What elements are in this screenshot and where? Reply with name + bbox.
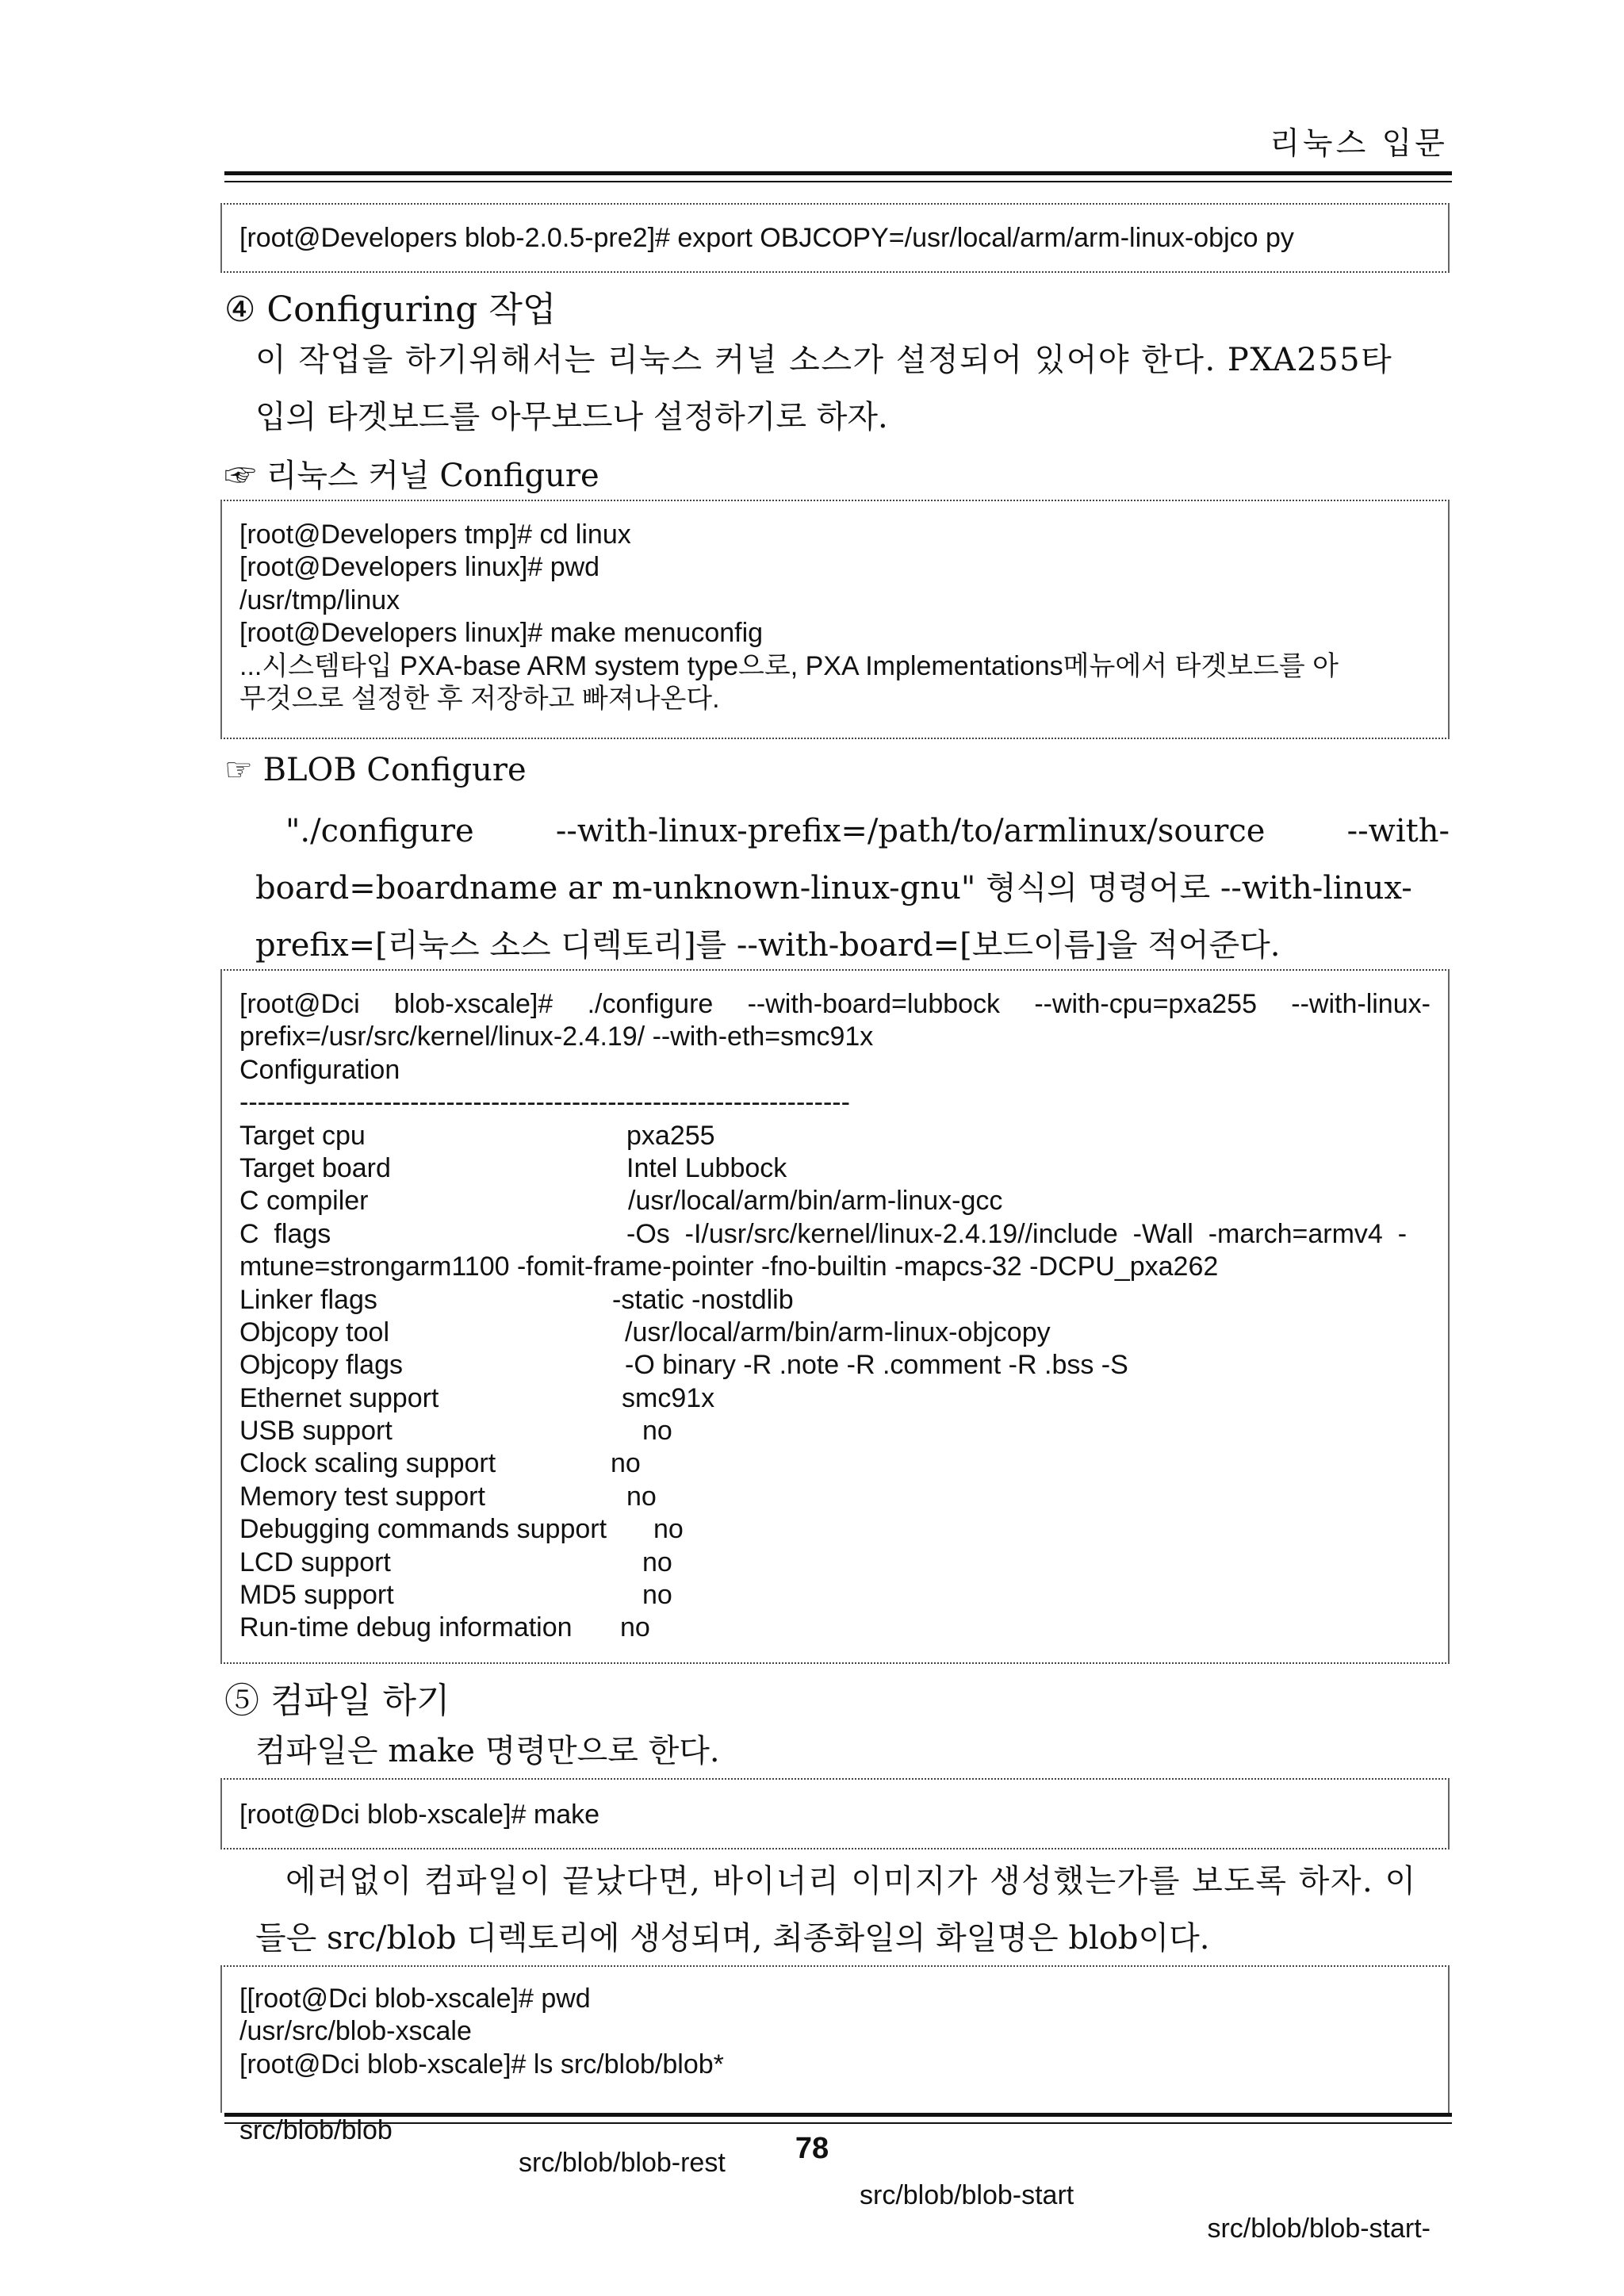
config-key: USB support [239,1416,393,1447]
code-line: 무것으로 설정한 후 저장하고 빠져나온다. [239,683,720,714]
paragraph-blob-2 [255,860,1412,917]
code-command-line [239,988,1431,1021]
paragraph-line: 입의 타겟보드를 아무보드나 설정하기로 하자. [255,399,888,435]
config-row [239,1513,1431,1546]
config-value: /usr/local/arm/bin/arm-linux-objcopy [625,1317,1051,1347]
paragraph-line: board=boardname ar m-unknown-linux-gnu" 형식의 명령어로 --with-linux- [255,870,1412,907]
config-value: -static -nostdlib [612,1284,794,1315]
file-name: src/blob/blob-rest [519,2147,726,2178]
config-value: -O binary -R .note -R .comment -R .bss -S [625,1350,1128,1381]
code-box-objcopy [220,203,1450,273]
code-line: [root@Developers linux]# make menuconfig [239,618,764,649]
config-row [239,1120,1431,1152]
code-line: /usr/tmp/linux [239,585,400,615]
config-key: Memory test support [239,1481,485,1512]
config-row [239,1612,1431,1644]
config-row [239,1218,1431,1251]
config-row [239,1579,1431,1612]
config-key: Objcopy tool [239,1317,389,1347]
config-value: no [611,1448,641,1479]
code-line: [root@Dci blob-xscale]# ls src/blob/blob* [239,2049,724,2079]
code-line: [root@Dci blob-xscale]# make [239,1800,600,1830]
config-row [239,1415,1431,1447]
subheading-blob-configure: ☞ BLOB Configure [224,752,527,788]
file-name: src/blob/blob-start- [1207,2213,1431,2244]
section-heading-compile: ⑤ 컴파일 하기 [224,1681,450,1721]
config-key: C compiler [239,1186,369,1217]
code-line: [[root@Dci blob-xscale]# pwd [239,1984,591,2014]
code-token: blob-xscale]# [393,989,553,1019]
code-separator: -------------------------------------------------------------------- [239,1087,850,1118]
config-value: no [642,1416,672,1447]
code-token: --with-cpu=pxa255 [1034,989,1257,1019]
file-name: src/blob/blob [239,2114,393,2145]
config-key: Debugging commands support [239,1514,607,1545]
page-number: 78 [795,2132,829,2165]
section-heading-configuring: ④ Configuring 작업 [224,289,557,330]
config-key: LCD support [239,1547,391,1577]
config-row [239,1382,1431,1415]
code-line: [root@Developers tmp]# cd linux [239,519,631,550]
code-box-kernel [220,500,1450,739]
paragraph-configuring-2 [255,389,888,446]
config-value: no [642,1547,672,1577]
header-rule [224,171,1452,182]
code-box-configure-output [220,969,1450,1664]
config-key: Ethernet support [239,1382,439,1413]
config-row [239,1152,1431,1185]
config-row [239,1317,1431,1349]
paragraph-after-make [285,1853,1450,1910]
config-key: C flags [239,1218,331,1249]
config-key: Objcopy flags [239,1350,403,1381]
paragraph-word: --with- [1346,813,1450,849]
config-row [239,1251,1431,1283]
code-token: ./configure [587,989,714,1019]
code-token: --with-board=lubbock [747,989,1001,1019]
code-box-make [220,1778,1450,1849]
config-key: mtune=strongarm1100 -fomit-frame-pointer -fno-builtin -mapcs-32 -DCPU_pxa262 [239,1251,1219,1282]
paragraph-line: 에러없이 컴파일이 끝났다면, 바이너리 이미지가 생성했는가를 보도록 하자. 이 [285,1863,1417,1899]
config-value: no [620,1612,650,1643]
config-row [239,1349,1431,1382]
config-value: smc91x [622,1382,715,1413]
code-line: [root@Developers blob-2.0.5-pre2]# export OBJCOPY=/usr/local/arm/arm-linux-objco py [239,223,1294,253]
config-row [239,1284,1431,1317]
config-key: Target cpu [239,1120,366,1151]
running-header-title: 리눅스 입문 [1270,126,1448,162]
subheading-kernel-configure: ☞ 리눅스 커널 Configure [224,458,599,494]
code-token: [root@Dci [239,989,360,1019]
file-name: src/blob/blob-start [860,2180,1074,2211]
config-row [239,1447,1431,1480]
paragraph-line: 컴파일은 make 명령만으로 한다. [255,1733,720,1769]
paragraph-compile [255,1723,720,1780]
config-key: Clock scaling support [239,1448,496,1479]
config-value: -Os -I/usr/src/kernel/linux-2.4.19//include -Wall -march=armv4 - [626,1218,1408,1249]
paragraph-configuring [255,332,1450,389]
code-line: [root@Developers linux]# pwd [239,552,600,583]
config-row [239,1185,1431,1217]
paragraph-word: "./configure [285,813,474,849]
paragraph-line: 들은 src/blob 디렉토리에 생성되며, 최종화일의 화일명은 blob이다. [255,1920,1210,1957]
code-token: --with-linux- [1291,989,1431,1019]
config-value: /usr/local/arm/bin/arm-linux-gcc [628,1186,1003,1217]
config-key: Target board [239,1152,391,1183]
config-value: no [626,1481,657,1512]
code-line: Configuration [239,1054,400,1085]
footer-rule [224,2113,1452,2124]
code-line: /usr/src/blob-xscale [239,2016,472,2047]
config-row [239,1481,1431,1513]
config-value: Intel Lubbock [626,1152,787,1183]
code-line: ...시스템타입 PXA-base ARM system type으로, PXA Implementations메뉴에서 타겟보드를 아 [239,650,1339,681]
paragraph-blob-1 [285,803,1450,860]
paragraph-after-make-2 [255,1910,1210,1967]
config-key: MD5 support [239,1580,394,1611]
config-row [239,1547,1431,1579]
config-key: Run-time debug information [239,1612,573,1643]
paragraph-line: prefix=[리눅스 소스 디렉토리]를 --with-board=[보드이름]을 적어준다. [255,927,1281,964]
config-value: no [653,1514,684,1545]
config-value: no [642,1580,672,1611]
paragraph-blob-3 [255,917,1281,974]
code-line: prefix=/usr/src/kernel/linux-2.4.19/ --with-eth=smc91x [239,1022,874,1052]
paragraph-word: --with-linux-prefix=/path/to/armlinux/source [555,813,1266,849]
paragraph-line: 이 작업을 하기위해서는 리눅스 커널 소스가 설정되어 있어야 한다. PXA255타 [255,342,1393,378]
config-key: Linker flags [239,1284,377,1315]
config-table [239,1120,1431,1645]
config-value: pxa255 [626,1120,715,1151]
